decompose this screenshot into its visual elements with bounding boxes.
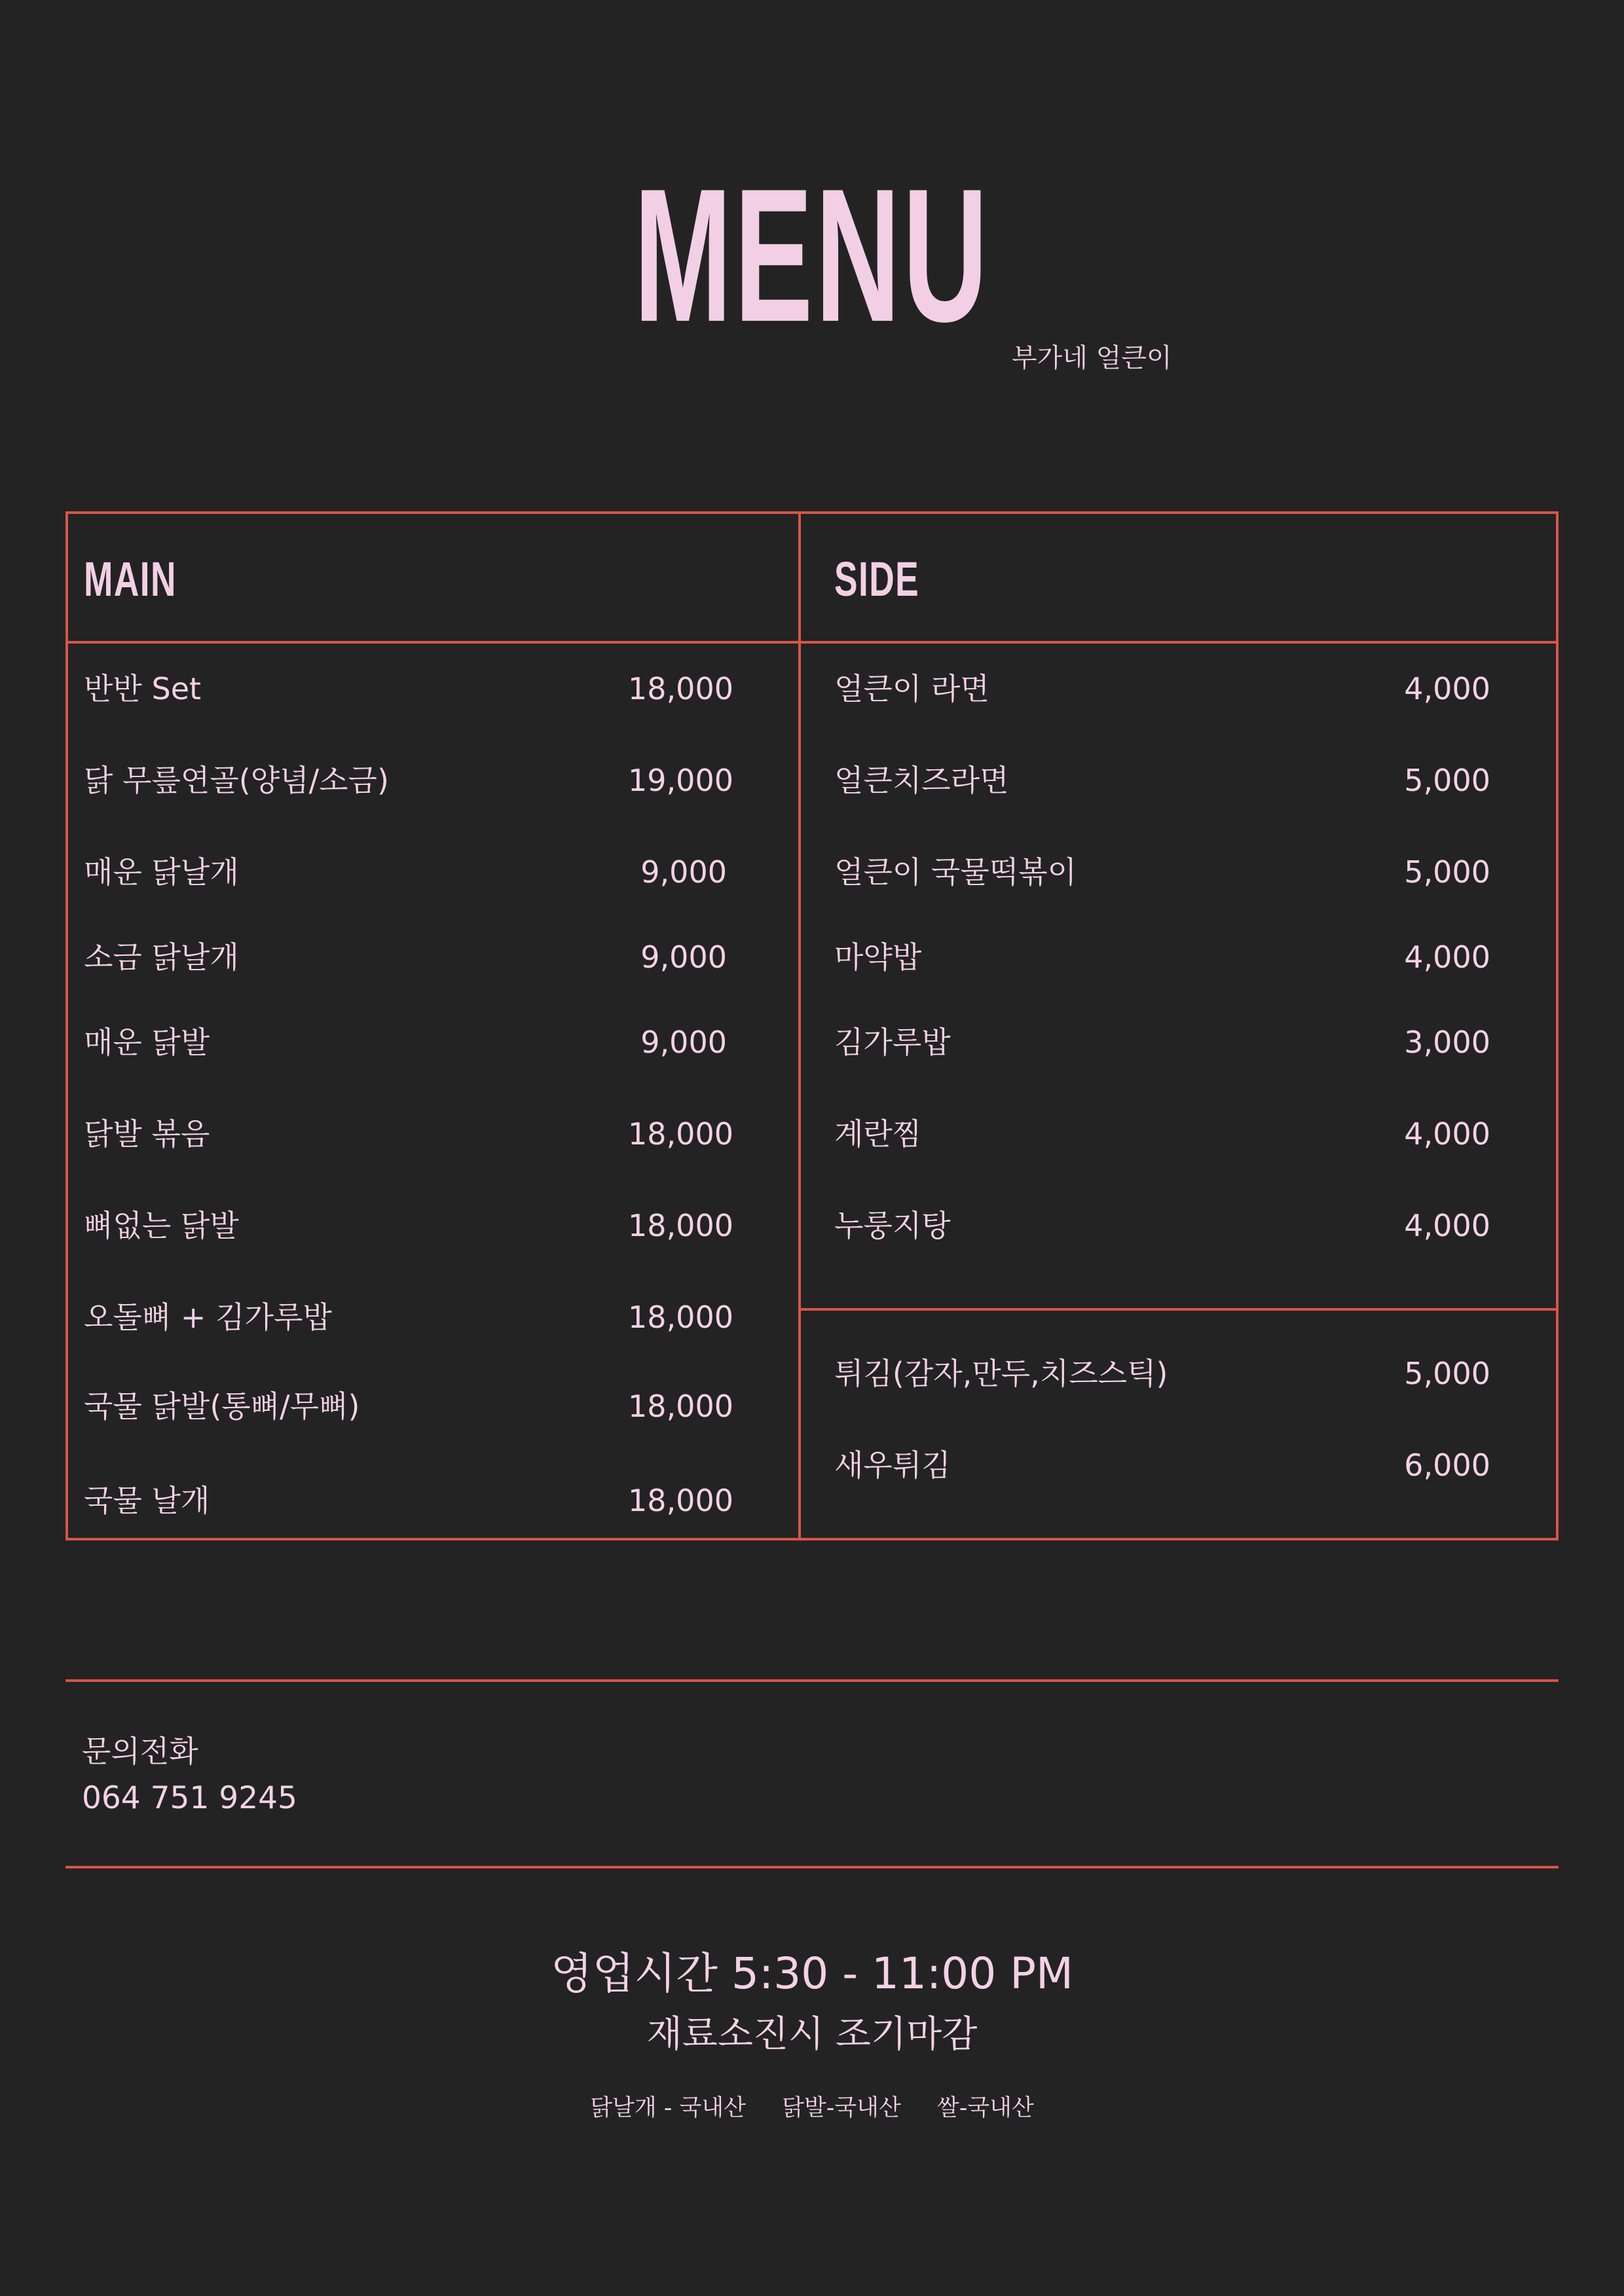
- side-item-price: 5,000: [1404, 854, 1490, 890]
- origin-notes: [0, 2094, 1624, 2123]
- origin-note: 쌀-국내산: [936, 2095, 1034, 2121]
- main-item-name: 오돌뼈 + 김가루밥: [84, 1300, 332, 1335]
- side-item-price: 3,000: [1404, 1025, 1490, 1060]
- side-heading: SIDE: [834, 552, 920, 606]
- main-item-price: 18,000: [628, 1208, 733, 1243]
- fried-item-price: 6,000: [1404, 1448, 1490, 1483]
- side-item-price: 4,000: [1404, 939, 1490, 975]
- main-item-price: 19,000: [628, 763, 733, 798]
- header-divider: [68, 641, 1556, 644]
- main-item-price: 18,000: [628, 1116, 733, 1152]
- fried-item-name: 튀김(감자,만두,치즈스틱): [834, 1356, 1168, 1391]
- side-item-name: 얼큰이 국물떡볶이: [834, 854, 1077, 890]
- main-heading: MAIN: [84, 552, 177, 606]
- main-item-price: 18,000: [628, 1483, 733, 1518]
- contact-bottom-rule: [65, 1866, 1559, 1868]
- side-item-name: 마약밥: [834, 939, 922, 975]
- contact-top-rule: [65, 1679, 1559, 1682]
- side-item-price: 4,000: [1404, 1208, 1490, 1243]
- side-item-price: 4,000: [1404, 1116, 1490, 1152]
- early-closing-note: 재료소진시 조기마감: [646, 2013, 978, 2056]
- main-item-price: 18,000: [628, 671, 733, 706]
- origin-note: 닭날개 - 국내산: [590, 2095, 746, 2121]
- column-divider: [798, 514, 801, 1538]
- main-item-name: 매운 닭발: [84, 1025, 210, 1060]
- main-item-name: 소금 닭날개: [84, 939, 239, 975]
- side-item-name: 김가루밥: [834, 1025, 951, 1060]
- main-item-name: 뼈없는 닭발: [84, 1208, 239, 1243]
- contact-label: 문의전화: [82, 1734, 198, 1769]
- restaurant-name: 부가네 얼큰이: [1012, 343, 1172, 373]
- side-item-name: 누룽지탕: [834, 1208, 951, 1243]
- side-item-name: 얼큰이 라면: [834, 671, 989, 706]
- main-item-name: 닭 무릎연골(양념/소금): [84, 763, 389, 798]
- menu-table: [65, 511, 1559, 1540]
- contact-phone: 064 751 9245: [82, 1780, 297, 1816]
- main-item-name: 반반 Set: [84, 671, 202, 706]
- main-item-name: 매운 닭날개: [84, 854, 239, 890]
- main-item-price: 18,000: [628, 1300, 733, 1335]
- side-item-name: 얼큰치즈라면: [834, 763, 1009, 798]
- side-item-name: 계란찜: [834, 1116, 922, 1152]
- main-item-price: 9,000: [640, 939, 727, 975]
- main-item-name: 닭발 볶음: [84, 1116, 210, 1152]
- main-item-name: 국물 날개: [84, 1483, 210, 1518]
- main-item-price: 9,000: [640, 854, 727, 890]
- side-section-divider: [800, 1308, 1559, 1311]
- main-item-price: 18,000: [628, 1389, 733, 1424]
- fried-item-price: 5,000: [1404, 1356, 1490, 1391]
- main-item-price: 9,000: [640, 1025, 727, 1060]
- main-item-name: 국물 닭발(통뼈/무뼈): [84, 1389, 360, 1424]
- side-item-price: 5,000: [1404, 763, 1490, 798]
- menu-title: MENU: [633, 149, 991, 361]
- side-item-price: 4,000: [1404, 671, 1490, 706]
- fried-item-name: 새우튀김: [834, 1448, 951, 1483]
- origin-note: 닭발-국내산: [782, 2095, 901, 2121]
- business-hours: 영업시간 5:30 - 11:00 PM: [551, 1948, 1073, 1999]
